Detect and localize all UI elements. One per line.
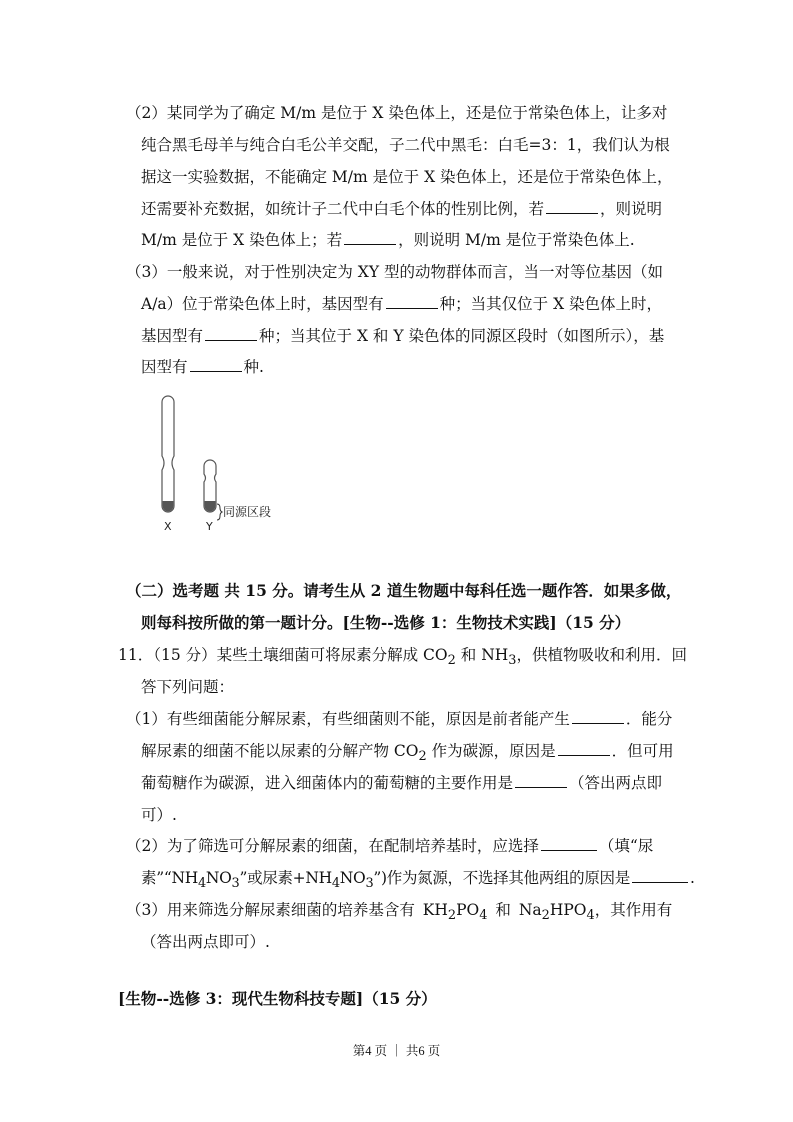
subscript: 2	[447, 653, 456, 669]
y-chromosome	[204, 460, 216, 512]
q10-3-line-1: （3）一般来说，对于性别决定为 XY 型的动物群体而言，当一对等位基因（如	[126, 263, 663, 281]
q10-2-line-1: （2）某同学为了确定 M/m 是位于 X 染色体上，还是位于常染色体上，让多对	[126, 104, 668, 122]
answer-blank[interactable]	[572, 709, 624, 724]
q11-text: 葡萄糖作为碳源，进入细菌体内的葡萄糖的主要作用是	[141, 774, 514, 792]
q10-2-text: M/m 是位于 X 染色体上；若	[141, 231, 343, 249]
q11-text: .	[689, 869, 695, 887]
q11-text: PO	[456, 901, 480, 919]
page-footer: 第4 页 ｜ 共6 页	[352, 1044, 441, 1058]
subscript: 4	[479, 908, 488, 924]
q10-2-line-2: 纯合黑毛母羊与纯合白毛公羊交配，子二代中黑毛：白毛=3：1，我们认为根	[141, 136, 670, 154]
x-label: X	[164, 520, 172, 533]
q11-text: 解尿素的细菌不能以尿素的分解产物 CO	[141, 742, 419, 760]
q11-1-line-4: 可）.	[141, 806, 177, 824]
q11-text: 11．（15 分）某些土壤细菌可将尿素分解成 CO	[118, 646, 448, 664]
section3-title: [生物--选修 3：现代生物科技专题]（15 分）	[118, 989, 437, 1008]
q11-text: （填“尿	[598, 837, 654, 855]
q11-stem-line-2: 答下列问题：	[141, 678, 235, 696]
subscript: 3	[508, 653, 517, 669]
q10-2-line-4	[141, 199, 662, 219]
subscript: 2	[447, 908, 457, 924]
q11-text: HPO	[549, 901, 587, 919]
q11-text: 素”“NH	[141, 869, 198, 887]
subscript: 2	[541, 908, 550, 924]
y-label: Y	[206, 520, 213, 533]
q11-text: ．但可用	[611, 742, 674, 760]
q11-1-line-1	[126, 709, 672, 729]
subscript: 4	[331, 876, 340, 892]
q10-2-line-3: 据这一实验数据，不能确定 M/m 是位于 X 染色体上，还是位于常染色体上，	[141, 168, 673, 186]
q10-3-line-4	[141, 357, 264, 377]
q11-2-line-1	[126, 836, 653, 856]
homologous-region-label: 同源区段	[223, 505, 272, 519]
q11-text: NO	[205, 869, 232, 887]
q11-3-line-1	[126, 900, 672, 926]
q10-3-text: 种；当其仅位于 X 染色体上时，	[439, 295, 663, 313]
x-chromosome	[162, 396, 174, 512]
q10-3-text: 基因型有	[141, 327, 204, 345]
q10-3-line-2	[141, 294, 662, 314]
answer-blank[interactable]	[386, 294, 438, 309]
answer-blank[interactable]	[541, 836, 597, 851]
section2-line-2: 则每科按所做的第一题计分。[生物--选修 1：生物技术实践]（15 分）	[141, 613, 631, 632]
q11-text: 和 NH	[455, 646, 509, 664]
q10-3-text: A/a）位于常染色体上时，基因型有	[141, 295, 384, 313]
q11-text: ．能分	[625, 710, 673, 728]
answer-blank[interactable]	[205, 326, 257, 341]
q11-text: 作为碳源，原因是	[426, 742, 556, 760]
answer-blank[interactable]	[546, 199, 598, 214]
q11-text: （1）有些细菌能分解尿素，有些细菌则不能，原因是前者能产生	[126, 710, 570, 728]
q11-text: （答出两点即	[569, 774, 663, 792]
q11-text: NO	[339, 869, 366, 887]
answer-blank[interactable]	[190, 357, 242, 372]
q11-text: ”)作为氮源，不选择其他两组的原因是	[373, 869, 630, 887]
q11-text: ”或尿素+NH	[239, 869, 332, 887]
q10-2-line-5	[141, 230, 635, 250]
q11-text: 和 Na	[487, 901, 542, 919]
chromosome-figure	[148, 388, 288, 538]
q10-2-text: ，则说明	[600, 200, 663, 218]
q11-1-line-2	[141, 741, 674, 767]
subscript: 3	[231, 876, 240, 892]
answer-blank[interactable]	[344, 230, 396, 245]
answer-blank[interactable]	[515, 773, 567, 788]
subscript: 4	[197, 876, 206, 892]
q10-3-text: 种.	[243, 358, 264, 376]
q11-3-line-2: （答出两点即可）.	[141, 933, 270, 951]
q10-3-line-3	[141, 326, 664, 346]
q11-2-line-2	[141, 868, 695, 894]
q10-2-text: ，则说明 M/m 是位于常染色体上.	[398, 231, 635, 249]
homologous-region-brace	[217, 504, 222, 520]
q10-2-text: 还需要补充数据，如统计子二代中白毛个体的性别比例，若	[141, 200, 545, 218]
answer-blank[interactable]	[558, 741, 610, 756]
q10-3-text: 种；当其位于 X 和 Y 染色体的同源区段时（如图所示），基	[259, 327, 665, 345]
answer-blank[interactable]	[632, 868, 688, 883]
subscript: 3	[365, 876, 374, 892]
subscript: 4	[586, 908, 595, 924]
section2-line-1: （二）选考题 共 15 分。请考生从 2 道生物题中每科任选一题作答．如果多做，	[126, 581, 682, 600]
q11-text: （2）为了筛选可分解尿素的细菌，在配制培养基时，应选择	[126, 837, 539, 855]
q11-stem-line-1	[118, 645, 687, 671]
q11-1-line-3	[141, 773, 662, 793]
q10-3-text: 因型有	[141, 358, 188, 376]
subscript: 2	[418, 749, 427, 765]
q11-text: （3）用来筛选分解尿素细菌的培养基含有 KH	[126, 901, 448, 919]
q11-text: ，供植物吸收和利用．回	[516, 646, 688, 664]
q11-text: ，其作用有	[594, 901, 673, 919]
